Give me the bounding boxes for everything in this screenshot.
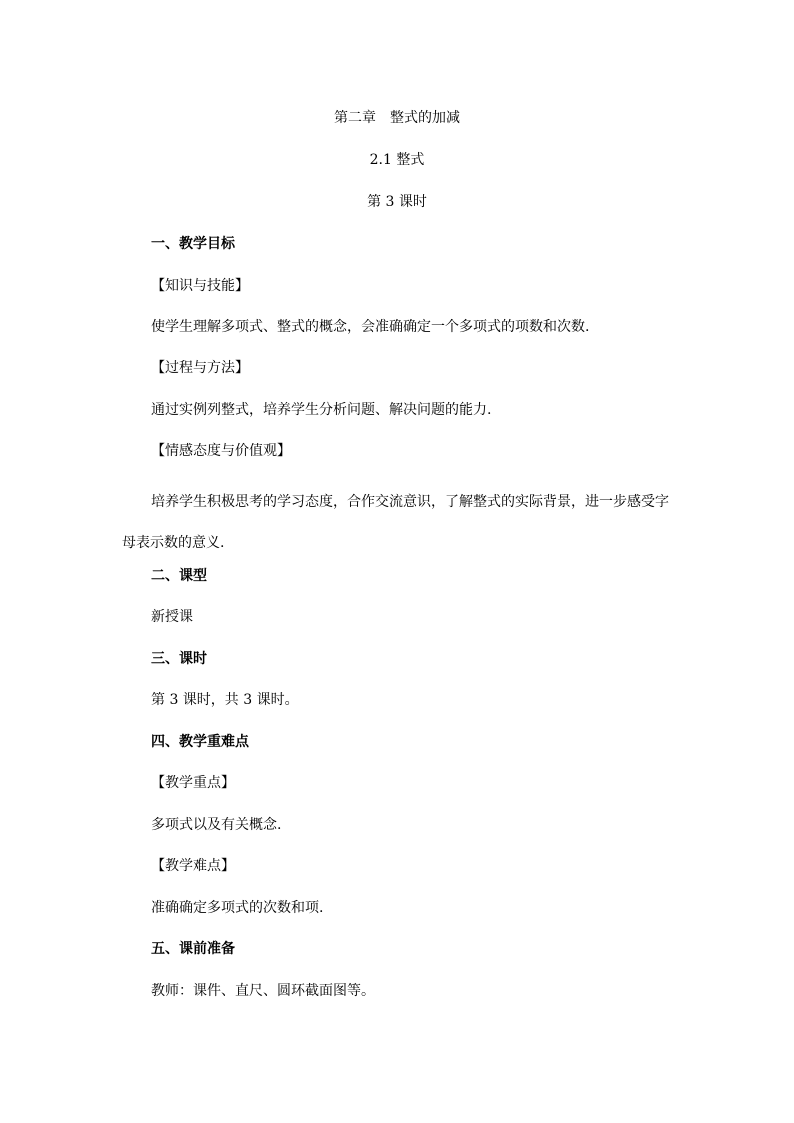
text-preparation: 教师：课件、直尺、圆环截面图等。 (151, 983, 375, 999)
text-knowledge: 使学生理解多项式、整式的概念，会准确确定一个多项式的项数和次数. (151, 319, 590, 335)
section-title: 2.1 整式 (369, 152, 425, 168)
heading-key-points: 四、教学重难点 (151, 734, 249, 750)
chapter-title: 第二章 整式的加减 (334, 110, 460, 126)
heading-lesson-time: 三、课时 (151, 651, 207, 667)
label-knowledge: 【知识与技能】 (151, 278, 249, 294)
lesson-title: 第 3 课时 (367, 194, 427, 210)
heading-objectives: 一、教学目标 (151, 236, 235, 252)
heading-preparation: 五、课前准备 (151, 941, 235, 957)
text-focus: 多项式以及有关概念. (151, 817, 282, 833)
label-focus: 【教学重点】 (151, 775, 235, 791)
label-emotion: 【情感态度与价值观】 (151, 443, 291, 459)
text-difficulty: 准确确定多项式的次数和项. (151, 900, 324, 916)
label-process: 【过程与方法】 (151, 360, 249, 376)
heading-lesson-type: 二、课型 (151, 568, 207, 584)
text-emotion: 培养学生积极思考的学习态度，合作交流意识，了解整式的实际背景，进一步感受字母表示数的意义. (122, 494, 669, 551)
text-lesson-type: 新授课 (151, 609, 193, 625)
label-difficulty: 【教学难点】 (151, 858, 235, 874)
text-lesson-time: 第 3 课时，共 3 课时。 (151, 692, 299, 708)
text-process: 通过实例列整式，培养学生分析问题、解决问题的能力. (151, 402, 492, 418)
